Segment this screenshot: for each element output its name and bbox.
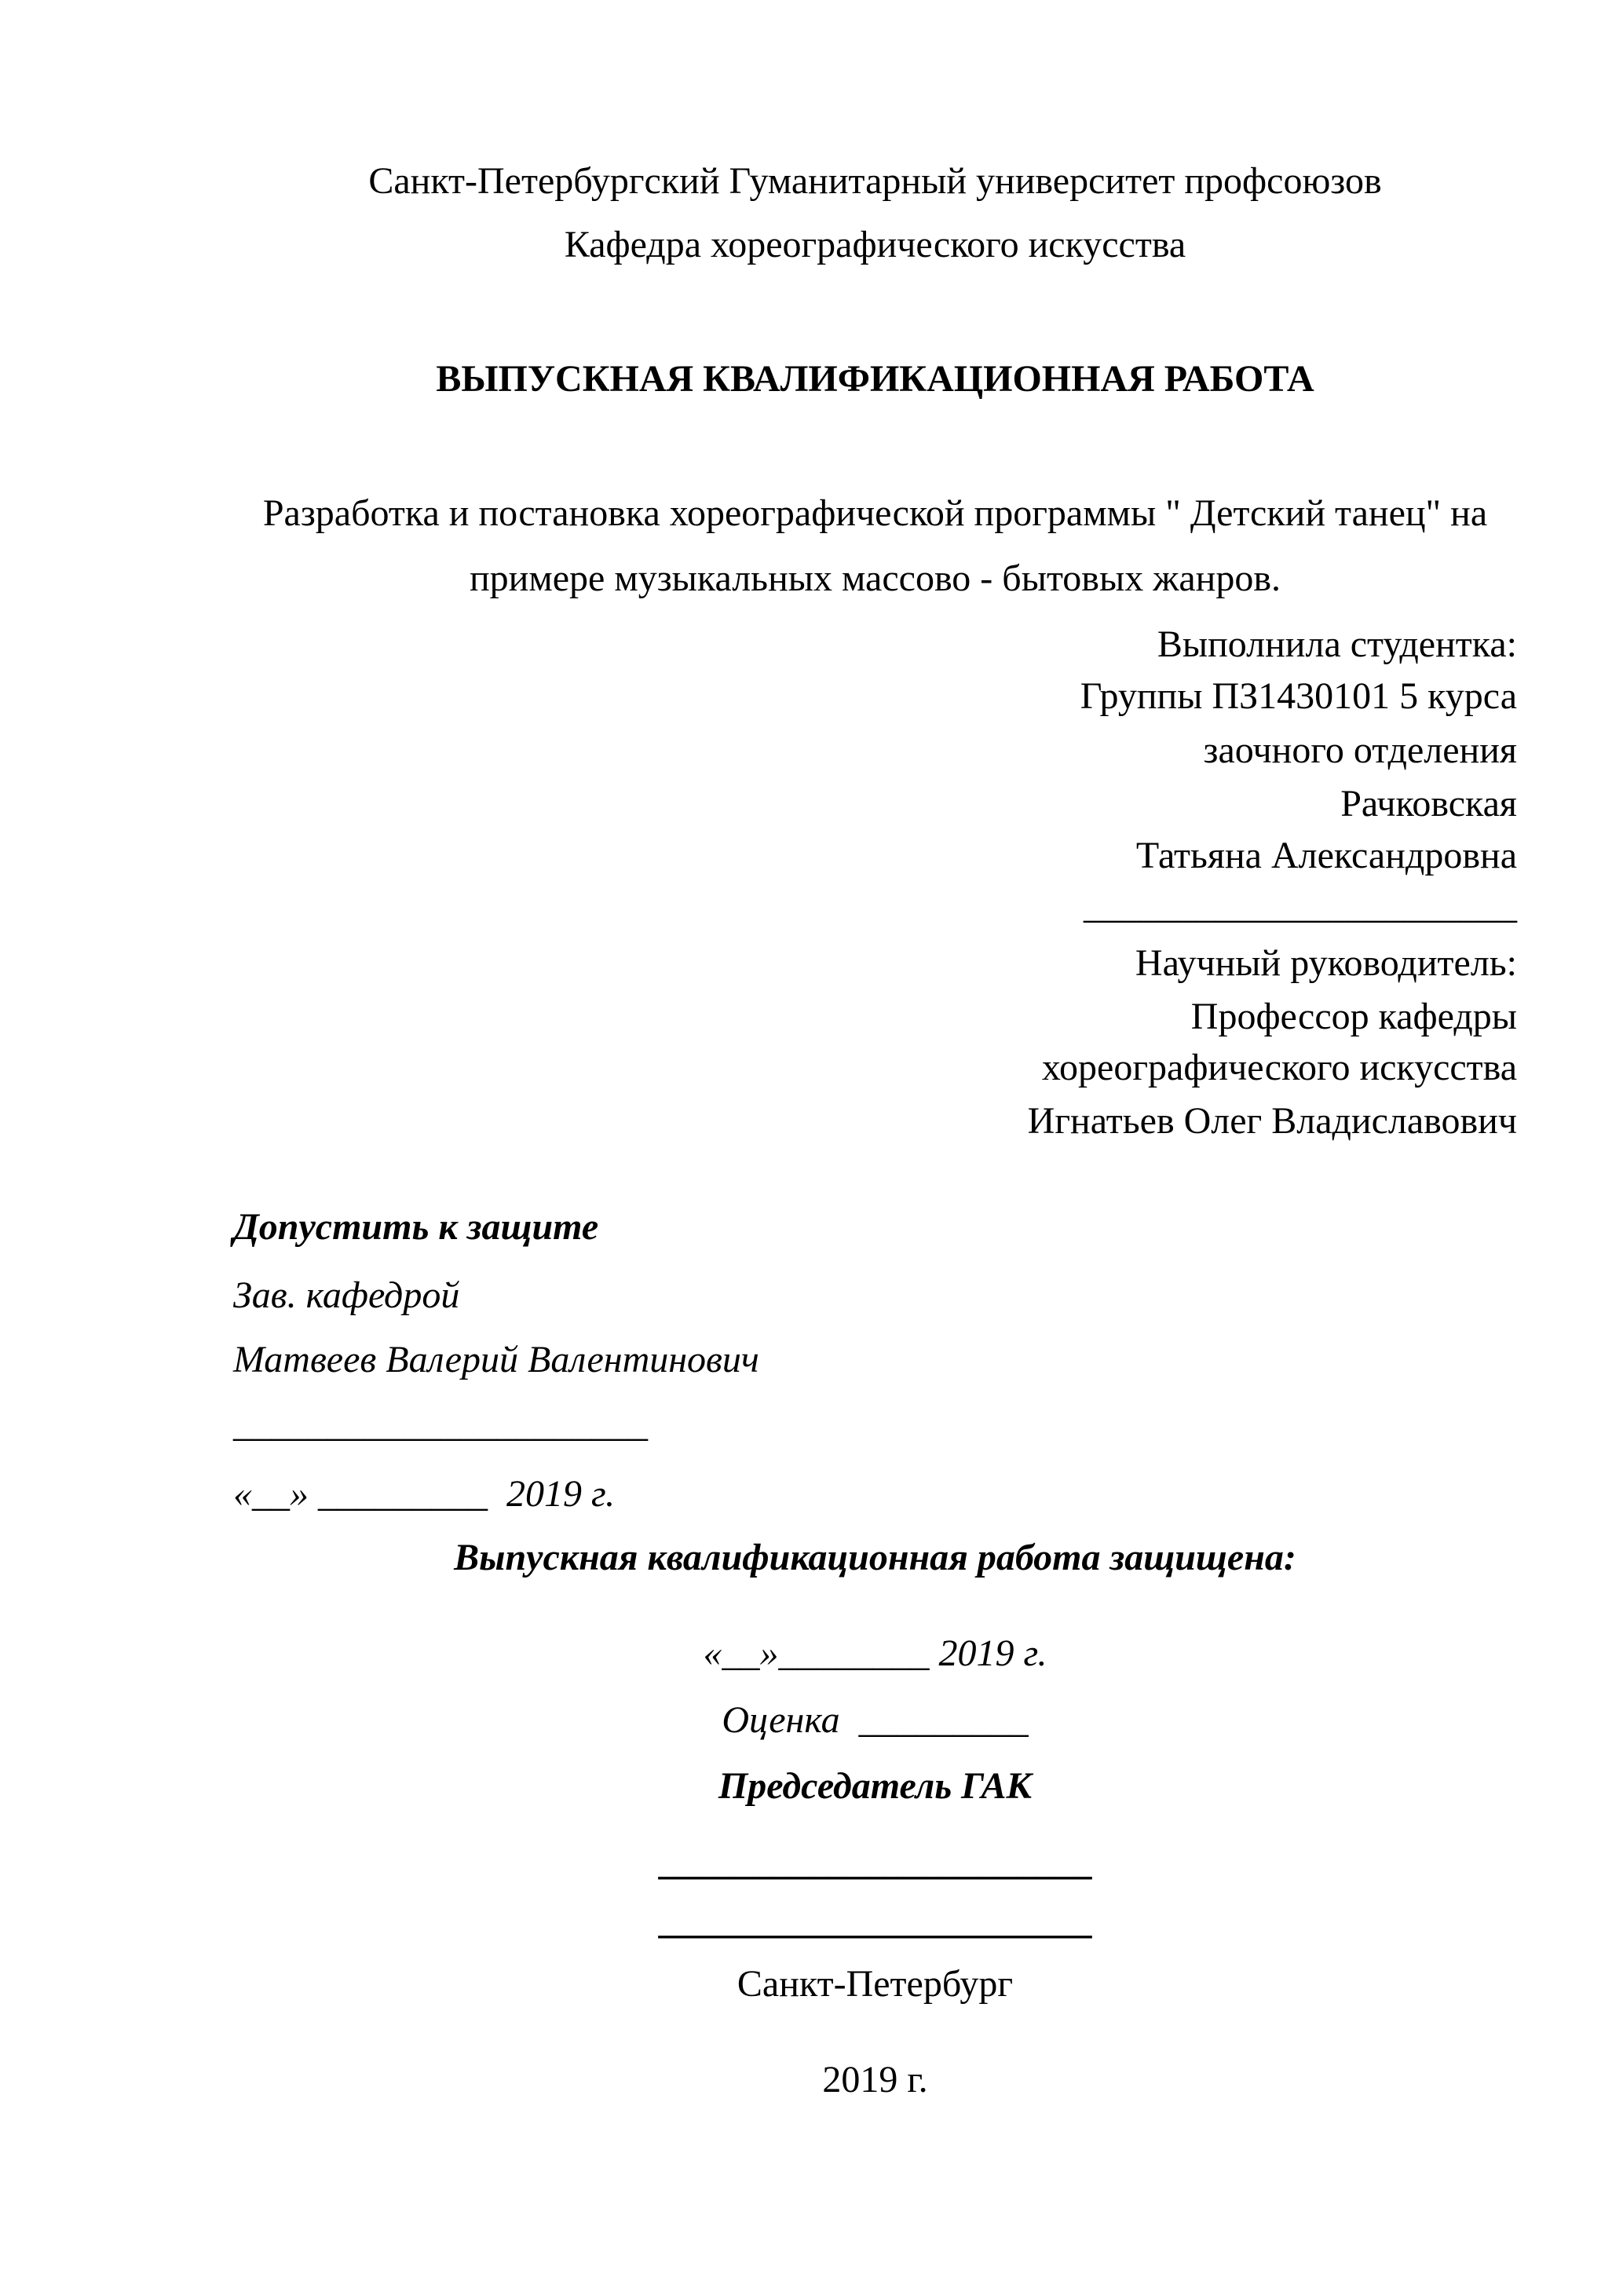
defense-title: Выпускная квалификационная работа защищена: [454,1537,1296,1578]
admission-role: Зав. кафедрой [233,1274,460,1316]
author-name: Татьяна Александровна [1135,835,1517,876]
department-name: Кафедра хореографического искусства [564,224,1186,265]
topic-line-2: примере музыкальных массово - бытовых жанров. [469,558,1281,599]
city: Санкт-Петербург [737,1963,1014,2005]
chair-signature-line-2: _______________________ [658,1900,1092,1942]
author-surname: Рачковская [1340,783,1517,824]
supervisor-label: Научный руководитель: [1135,942,1517,984]
supervisor-name: Игнатьев Олег Владиславович [1027,1100,1517,1142]
commission-chair: Председатель ГАК [718,1765,1033,1807]
admission-name: Матвеев Валерий Валентинович [233,1339,759,1380]
supervisor-position-2: хореографического искусства [1041,1047,1517,1088]
author-signature-line: _______________________ [1084,885,1517,927]
defense-date: «__»________ 2019 г. [703,1632,1047,1674]
author-group: Группы ПЗ1430101 5 курса [1080,675,1517,717]
topic-line-1: Разработка и постановка хореографической программы " Детский танец" на [262,492,1488,534]
defense-grade: Оценка _________ [722,1699,1029,1741]
author-label: Выполнила студентка: [1157,623,1517,665]
admission-title: Допустить к защите [233,1206,599,1248]
university-name: Санкт-Петербургский Гуманитарный университет профсоюзов [368,160,1382,202]
supervisor-position-1: Профессор кафедры [1190,996,1517,1037]
admission-signature-line: ______________________ [233,1403,648,1445]
author-department: заочного отделения [1203,729,1517,771]
document-type: ВЫПУСКНАЯ КВАЛИФИКАЦИОННАЯ РАБОТА [436,358,1314,400]
chair-signature-line-1: _______________________ [658,1841,1092,1883]
admission-date: «__» _________ 2019 г. [233,1473,616,1515]
year: 2019 г. [822,2059,928,2100]
